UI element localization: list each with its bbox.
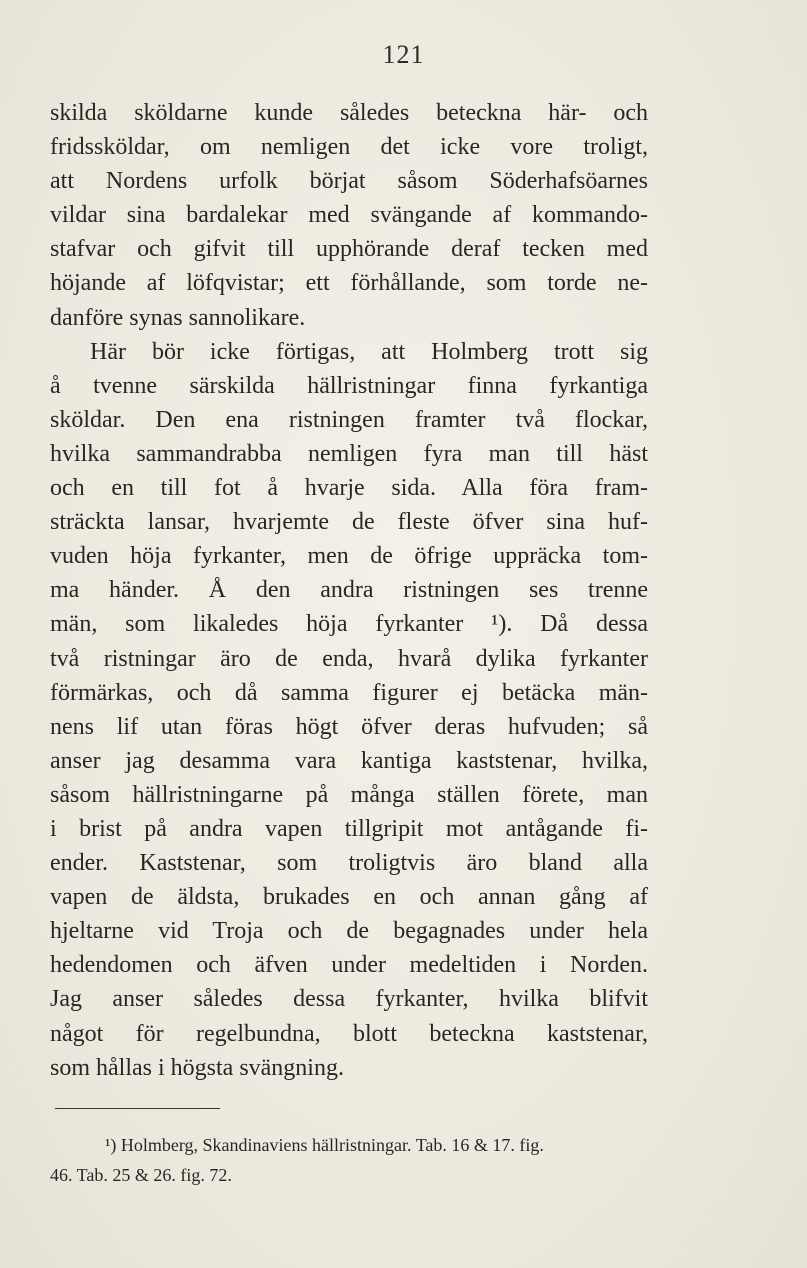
text-line: sträckta lansar, hvarjemte de fleste öfver sina huf- — [50, 509, 648, 536]
text-line: att Nordens urfolk börjat såsom Söderhafsöarnes — [50, 168, 648, 195]
text-line: Jag anser således dessa fyrkanter, hvilka blifvit — [50, 986, 648, 1013]
text-line: danföre synas sannolikare. — [50, 304, 306, 331]
footnotes — [50, 1130, 670, 1190]
text-line: män, som likaledes höja fyrkanter ¹). Då dessa — [50, 611, 648, 638]
text-line: höjande af löfqvistar; ett förhållande, som torde ne- — [50, 270, 648, 297]
text-line: såsom hällristningarne på många ställen förete, man — [50, 781, 648, 808]
footnote-line: 46. Tab. 25 & 26. fig. 72. — [50, 1165, 232, 1185]
footnote-divider — [55, 1108, 220, 1109]
text-line: ma händer. Å den andra ristningen ses trenne — [50, 577, 648, 604]
text-line: vildar sina bardalekar med svängande af kommando- — [50, 202, 648, 229]
page-number: 121 — [382, 40, 425, 69]
text-line: i brist på andra vapen tillgripit mot antågande fi- — [50, 815, 648, 842]
text-line: Här bör icke förtigas, att Holmberg trott sig — [90, 338, 648, 365]
text-line: ender. Kaststenar, som troligtvis äro bland alla — [50, 850, 648, 877]
text-line: vuden höja fyrkanter, men de öfrige uppräcka tom- — [50, 543, 648, 570]
text-line: hedendomen och äfven under medeltiden i Norden. — [50, 952, 648, 979]
text-line: vapen de äldsta, brukades en och annan gång af — [50, 884, 648, 911]
text-line: hvilka sammandrabba nemligen fyra man till häst — [50, 440, 648, 467]
text-line: och en till fot å hvarje sida. Alla föra fram- — [50, 475, 648, 502]
text-line: skilda sköldarne kunde således beteckna här- och — [50, 100, 648, 126]
text-line: anser jag desamma vara kantiga kaststenar, hvilka, — [50, 747, 648, 774]
text-line: som hållas i högsta svängning. — [50, 1054, 344, 1081]
text-line: sköldar. Den ena ristningen framter två flockar, — [50, 406, 648, 433]
text-line: stafvar och gifvit till upphörande deraf tecken med — [50, 236, 648, 263]
text-line: å tvenne särskilda hällristningar finna fyrkantiga — [50, 372, 648, 399]
text-line: fridssköldar, om nemligen det icke vore troligt, — [50, 134, 648, 161]
text-line: något för regelbundna, blott beteckna kaststenar, — [50, 1020, 648, 1047]
text-line: två ristningar äro de enda, hvarå dylika fyrkanter — [50, 645, 648, 672]
footnote-line: ¹) Holmberg, Skandinaviens hällristningar. Tab. 16 & 17. fig. — [105, 1135, 544, 1155]
body-text — [50, 96, 648, 1085]
text-line: hjeltarne vid Troja och de begagnades under hela — [50, 918, 648, 945]
text-line: nens lif utan föras högt öfver deras hufvuden; så — [50, 713, 648, 740]
text-line: förmärkas, och då samma figurer ej betäcka män- — [50, 679, 648, 706]
